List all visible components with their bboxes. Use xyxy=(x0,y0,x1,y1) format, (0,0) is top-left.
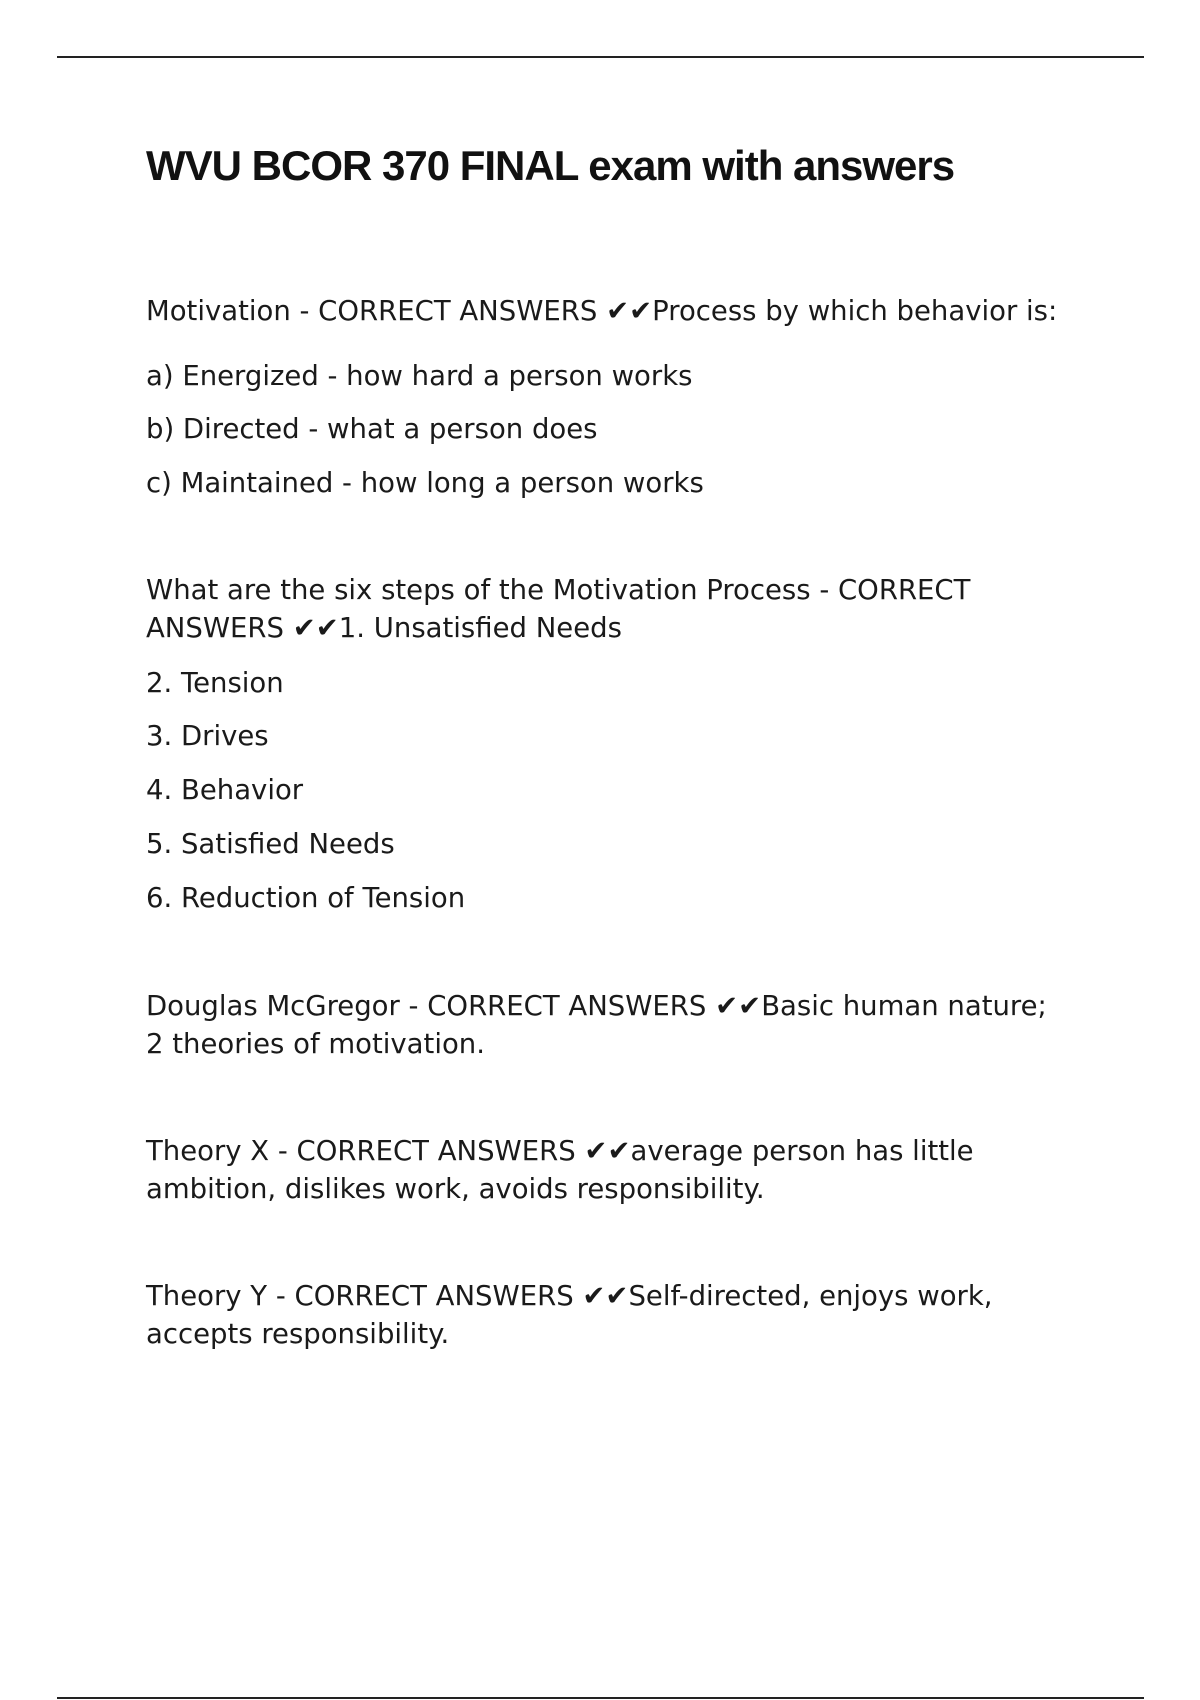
answer-line: c) Maintained - how long a person works xyxy=(146,467,704,499)
answer-line: 2. Tension xyxy=(146,667,284,699)
answer-line: 3. Drives xyxy=(146,720,269,752)
answer-line: 2 theories of motivation. xyxy=(146,1028,485,1060)
answer-line: 5. Satisfied Needs xyxy=(146,828,395,860)
question-line: What are the six steps of the Motivation Process - CORRECT xyxy=(146,574,971,606)
question-line: Theory Y - CORRECT ANSWERS ✔✔Self-directed, enjoys work, xyxy=(146,1280,993,1312)
answer-line: 6. Reduction of Tension xyxy=(146,882,466,914)
answer-line: b) Directed - what a person does xyxy=(146,413,598,445)
document-title: WVU BCOR 370 FINAL exam with answers xyxy=(146,142,955,189)
answer-line: ambition, dislikes work, avoids responsibility. xyxy=(146,1173,765,1205)
answer-line: accepts responsibility. xyxy=(146,1318,450,1350)
answer-line: a) Energized - how hard a person works xyxy=(146,360,693,392)
answer-line: 4. Behavior xyxy=(146,774,304,806)
bottom-divider xyxy=(57,1697,1144,1699)
question-line: Theory X - CORRECT ANSWERS ✔✔average person has little xyxy=(146,1135,974,1167)
question-line: ANSWERS ✔✔1. Unsatisfied Needs xyxy=(146,612,622,644)
question-line: Motivation - CORRECT ANSWERS ✔✔Process by which behavior is: xyxy=(146,295,1058,327)
top-divider xyxy=(57,56,1144,58)
question-line: Douglas McGregor - CORRECT ANSWERS ✔✔Basic human nature; xyxy=(146,990,1047,1022)
